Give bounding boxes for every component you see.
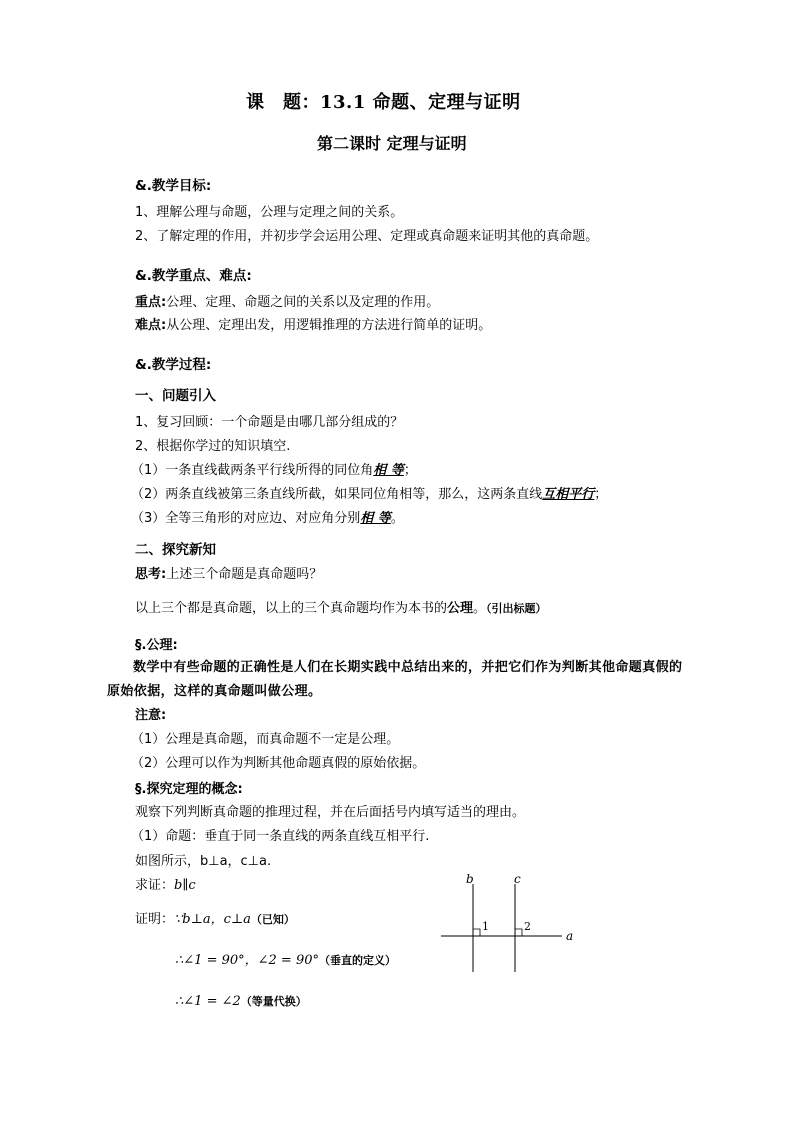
right-angle-mark-2 xyxy=(515,929,522,936)
objective-item: 2、了解定理的作用，并初步学会运用公理、定理或真命题来证明其他的真命题。 xyxy=(135,229,599,244)
fill-answer: 相 等 xyxy=(373,463,404,478)
page-subtitle: 第二课时 定理与证明 xyxy=(317,134,467,153)
prove-label: 求证： xyxy=(135,878,175,893)
label-a: a xyxy=(566,929,574,943)
fill-item-2: （2）两条直线被第三条直线所截，如果同位角相等，那么，这两条直线互相平行； xyxy=(131,487,608,502)
key-point-line xyxy=(135,294,439,312)
objective-item: 1、理解公理与命题，公理与定理之间的关系。 xyxy=(135,205,404,220)
label-c: c xyxy=(514,872,521,886)
difficulty-line xyxy=(135,317,491,335)
axiom-heading: §.公理: xyxy=(135,638,178,653)
think-text: 上述三个命题是真命题吗？ xyxy=(166,567,323,582)
axiom-intro: 以上三个都是真命题，以上的三个真命题均作为本书的公理。（引出标题） xyxy=(135,601,547,616)
proposition: （1）命题：垂直于同一条直线的两条直线互相平行. xyxy=(131,829,430,844)
fill-answer: 互相平行 xyxy=(542,487,595,502)
proof-label: 证明： xyxy=(135,912,175,927)
angle-label-1: 1 xyxy=(482,920,489,933)
part1-heading: 一、问题引入 xyxy=(135,388,216,404)
fill-item-3: （3）全等三角形的对应边、对应角分别相 等。 xyxy=(131,511,404,526)
paren-note: （引出标题） xyxy=(486,602,547,615)
key-point-label: 重点: xyxy=(135,295,167,310)
key-point-text: 公理、定理、命题之间的关系以及定理的作用。 xyxy=(166,295,440,310)
label-b: b xyxy=(466,872,474,886)
theorem-intro: 观察下列判断真命题的推理过程，并在后面括号内填写适当的理由。 xyxy=(135,805,526,820)
fill-answer: 相 等 xyxy=(360,511,391,526)
theorem-heading: §.探究定理的概念: xyxy=(135,782,243,797)
proof-line-3: ∴∠1 = ∠2（等量代换） xyxy=(175,994,307,1009)
proof-line-1: 证明：∵b⊥a，c⊥a（已知） xyxy=(135,912,295,927)
angle-label-2: 2 xyxy=(524,920,531,933)
proof-reason: （垂直的定义） xyxy=(319,954,396,967)
proof-line-2: ∴∠1 = 90°，∠2 = 90°（垂直的定义） xyxy=(175,953,396,968)
review-question: 1、复习回顾：一个命题是由哪几部分组成的？ xyxy=(135,415,404,430)
note-item: （2）公理可以作为判断其他命题真假的原始依据。 xyxy=(131,756,426,771)
prove-expression: b∥c xyxy=(174,878,196,893)
perpendicular-lines-figure xyxy=(430,866,590,976)
axiom-definition: 数学中有些命题的正确性是人们在长期实践中总结出来的，并把它们作为判断其他命题真假的原始依据，这样的真命题叫做公理。 xyxy=(107,660,683,699)
objectives-heading: &.教学目标: xyxy=(135,178,212,194)
fill-item-1: （1）一条直线截两条平行线所得的同位角相 等； xyxy=(131,463,417,478)
right-angle-mark-1 xyxy=(473,929,480,936)
keypoints-heading: &.教学重点、难点: xyxy=(135,268,252,284)
difficulty-label: 难点: xyxy=(135,318,167,333)
proof-reason: （等量代换） xyxy=(240,995,307,1008)
part2-heading: 二、探究新知 xyxy=(135,542,216,558)
prove-line xyxy=(135,877,196,895)
given-line: 如图所示，b⊥a，c⊥a. xyxy=(135,854,272,869)
think-label: 思考: xyxy=(135,567,167,582)
difficulty-text: 从公理、定理出发，用逻辑推理的方法进行简单的证明。 xyxy=(166,318,492,333)
note-item: （1）公理是真命题，而真命题不一定是公理。 xyxy=(131,732,400,747)
page-title: 课 题：13.1 命题、定理与证明 xyxy=(246,92,521,113)
fill-instruction: 2、根据你学过的知识填空. xyxy=(135,439,291,454)
note-label: 注意: xyxy=(135,708,167,723)
proof-reason: （已知） xyxy=(250,913,295,926)
think-line xyxy=(135,566,322,584)
process-heading: &.教学过程: xyxy=(135,357,212,373)
